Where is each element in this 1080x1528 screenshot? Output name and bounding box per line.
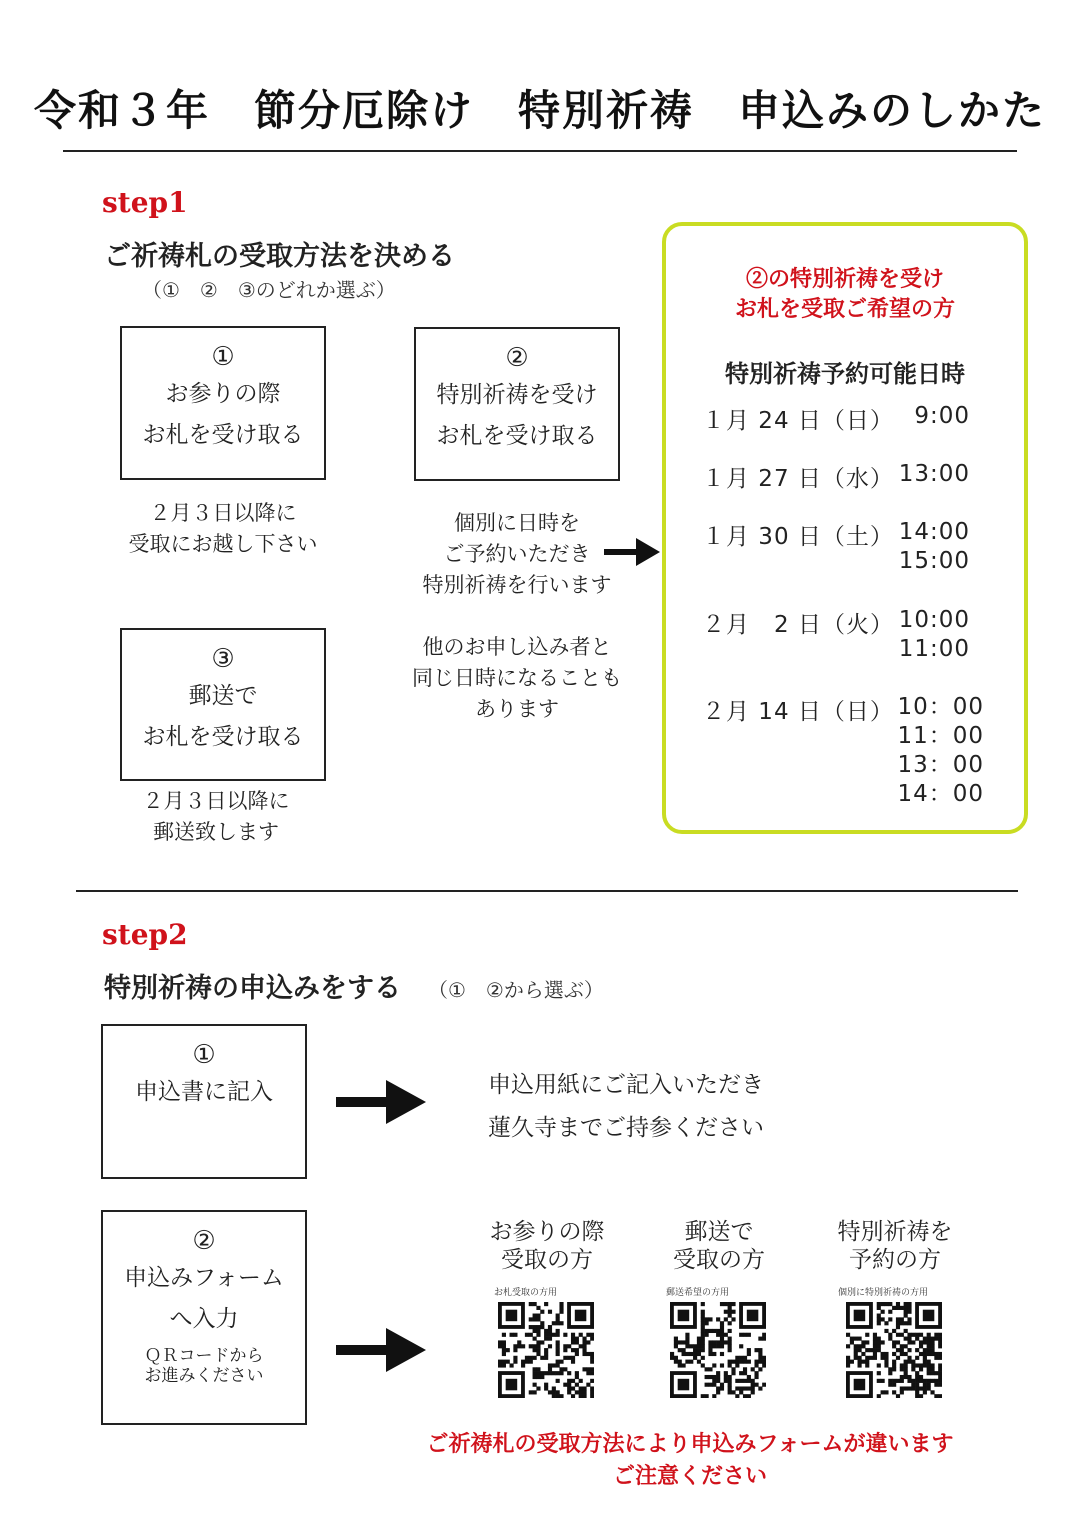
- qr-label-line: 特別祈祷を: [837, 1219, 953, 1245]
- qr-code-icon: [498, 1302, 594, 1398]
- arrow-right-icon: [604, 538, 660, 566]
- title-divider: [63, 150, 1017, 152]
- step2-note: （① ②から選ぶ）: [428, 978, 604, 1002]
- schedule-date: １月 27 日（水）: [702, 466, 894, 492]
- time-slot: 13：00: [897, 752, 984, 778]
- schedule-date: １月 30 日（土）: [702, 524, 894, 550]
- time-slot: 14:00: [898, 519, 970, 545]
- time-slot: 11：00: [897, 723, 984, 749]
- schedule-header-line: お札を受取ご希望の方: [734, 296, 955, 322]
- caption-line: 他のお申し込み者と: [422, 635, 612, 659]
- option-1-caption: [100, 498, 346, 560]
- caption-line: ２月３日以降に: [149, 501, 297, 525]
- arrow-right-icon: [336, 1328, 426, 1372]
- qr-label-prayer: [810, 1218, 980, 1274]
- qr-ring-text: お札受取の方用: [494, 1288, 558, 1298]
- qr-code-mail[interactable]: [656, 1288, 780, 1412]
- option-number: ①: [192, 1040, 216, 1070]
- warning-line: ご祈祷札の受取方法により申込みフォームが違います: [426, 1431, 954, 1457]
- receive-option-3: [120, 628, 326, 781]
- receive-option-2: [414, 327, 620, 481]
- caption-line: 同じ日時になることも: [412, 666, 622, 690]
- qr-label-mail: [634, 1218, 804, 1274]
- option-line: お札を受け取る: [436, 423, 598, 449]
- option-2-extra-note: [390, 632, 644, 725]
- schedule-times: [880, 518, 970, 576]
- caption-line: 個別に日時を: [454, 511, 580, 535]
- small-line: ＱＲコードから: [144, 1346, 264, 1366]
- qr-code-icon: [846, 1302, 942, 1398]
- description-line: 申込用紙にご記入いただき: [488, 1072, 764, 1098]
- schedule-times: [880, 606, 970, 664]
- schedule-title: 特別祈祷予約可能日時: [725, 360, 965, 388]
- step1-note: （① ② ③のどれか選ぶ）: [142, 278, 396, 302]
- time-slot: 9:00: [914, 403, 970, 429]
- option-line: お札を受け取る: [142, 422, 304, 448]
- step1-heading: ご祈祷札の受取方法を決める: [104, 241, 455, 272]
- option-line: 申込みフォーム: [124, 1265, 284, 1291]
- option-number: ②: [505, 343, 529, 373]
- caption-line: ご予約いただき: [443, 542, 591, 566]
- time-slot: 13:00: [898, 461, 970, 487]
- schedule-times: [880, 402, 970, 431]
- time-slot: 10:00: [898, 607, 970, 633]
- caption-line: あります: [475, 697, 559, 721]
- schedule-times: [880, 693, 984, 809]
- option-line: お参りの際: [165, 381, 281, 407]
- section-divider: [76, 890, 1018, 892]
- caption-line: 特別祈祷を行います: [422, 573, 612, 597]
- small-line: お進みください: [144, 1366, 264, 1386]
- qr-label-line: 受取の方: [501, 1247, 593, 1273]
- option-line: お札を受け取る: [142, 724, 304, 750]
- qr-ring-text: 郵送希望の方用: [666, 1288, 730, 1298]
- step2-label: step2: [102, 918, 188, 951]
- schedule-date: １月 24 日（日）: [702, 408, 894, 434]
- qr-label-line: 郵送で: [684, 1219, 754, 1245]
- description-line: 蓮久寺までご持参ください: [488, 1115, 764, 1141]
- caption-line: 受取にお越し下さい: [128, 532, 318, 556]
- option-line: 申込書に記入: [135, 1079, 273, 1105]
- qr-label-line: お参りの際: [489, 1219, 605, 1245]
- warning-line: ご注意ください: [612, 1463, 767, 1489]
- apply-option-2: [101, 1210, 307, 1425]
- schedule-times: [880, 460, 970, 489]
- time-slot: 11:00: [898, 636, 970, 662]
- apply-option-1-description: [488, 1064, 764, 1150]
- option-3-caption: [96, 786, 336, 848]
- option-number: ③: [211, 644, 235, 674]
- receive-option-1: [120, 326, 326, 480]
- caption-line: ２月３日以降に: [142, 789, 290, 813]
- schedule-header-line: ②の特別祈祷を受け: [745, 266, 944, 292]
- schedule-header: [666, 264, 1024, 324]
- apply-option-1: [101, 1024, 307, 1179]
- option-line: へ入力: [169, 1306, 239, 1332]
- qr-ring-text: 個別に特別祈祷の方用: [838, 1288, 929, 1298]
- time-slot: 10：00: [897, 694, 984, 720]
- qr-label-line: 受取の方: [673, 1247, 765, 1273]
- qr-code-prayer[interactable]: [832, 1288, 956, 1412]
- option-small-text: [103, 1346, 305, 1386]
- caption-line: 郵送致します: [153, 820, 279, 844]
- step2-heading: 特別祈祷の申込みをする: [104, 973, 401, 1004]
- form-warning: [380, 1428, 1000, 1492]
- arrow-right-icon: [336, 1080, 426, 1124]
- time-slot: 14：00: [897, 781, 984, 807]
- option-number: ②: [192, 1226, 216, 1256]
- page-title: 令和３年 節分厄除け 特別祈祷 申込みのしかた: [33, 86, 1046, 135]
- option-line: 郵送で: [188, 683, 258, 709]
- qr-code-visit[interactable]: [484, 1288, 608, 1412]
- schedule-date: ２月 14 日（日）: [702, 699, 894, 725]
- option-line: 特別祈祷を受け: [436, 382, 598, 408]
- qr-label-visit: [462, 1218, 632, 1274]
- qr-code-icon: [670, 1302, 766, 1398]
- option-number: ①: [211, 342, 235, 372]
- schedule-date: ２月 2 日（火）: [702, 612, 894, 638]
- qr-label-line: 予約の方: [849, 1247, 941, 1273]
- step1-label: step1: [102, 186, 188, 219]
- time-slot: 15:00: [898, 548, 970, 574]
